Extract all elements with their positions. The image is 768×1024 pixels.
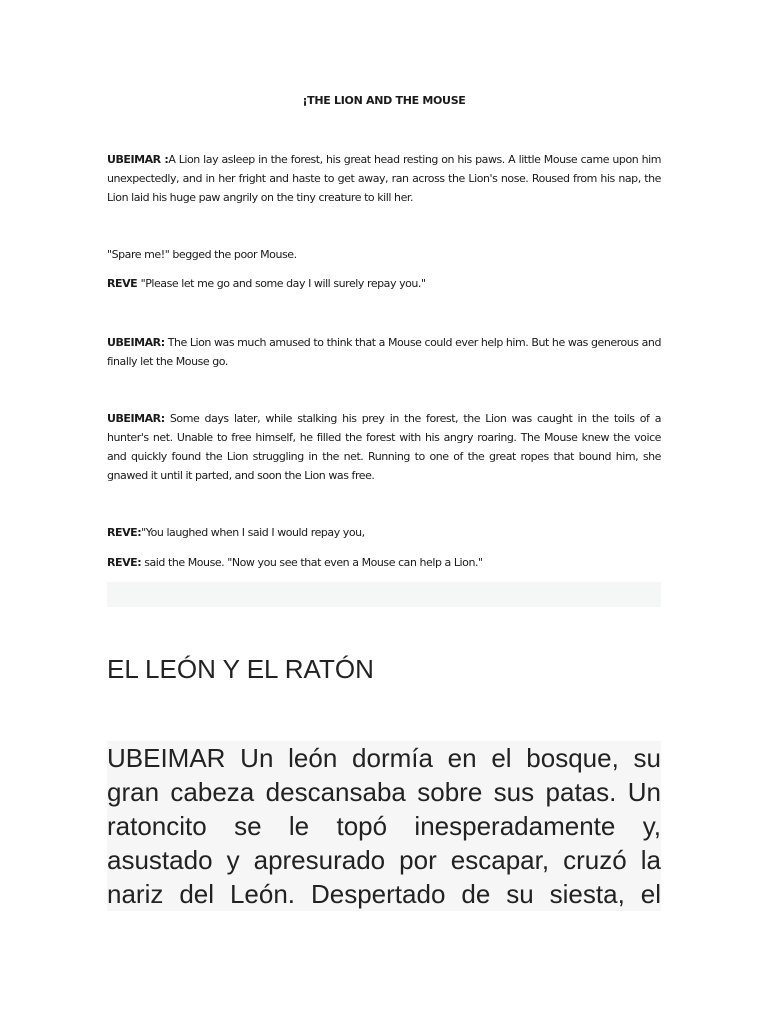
paragraph-text: The Lion was much amused to think that a Mouse could ever help him. But he was generous and finally let the Mouse go. (107, 336, 661, 368)
speaker-label: REVE: (107, 526, 142, 539)
speaker-label: UBEIMAR: (107, 336, 165, 349)
english-paragraph-2 (107, 245, 661, 264)
spanish-line: asustado y apresurado por escapar, cruzó la (107, 845, 661, 875)
english-title: ¡THE LION AND THE MOUSE (302, 94, 466, 107)
spanish-line: ratoncito se le topó inesperadamente y, (107, 811, 661, 841)
english-paragraph-4 (107, 333, 661, 371)
paragraph-text: said the Mouse. "Now you see that even a Mouse can help a Lion." (141, 556, 483, 569)
speaker-label: REVE: (107, 556, 142, 569)
paragraph-text: "Please let me go and some day I will surely repay you." (140, 277, 426, 290)
paragraph-text: Some days later, while stalking his prey in the forest, the Lion was caught in the toils of a hunter's net. Unable to free himself, he filled the forest with his angry roaring. The Mouse knew the voice and quickly found the Lion struggling in the net. Running to one of the great ropes that bound him, she gnawed it until it parted, and soon the Lion was free. (107, 412, 661, 482)
english-paragraph-7 (107, 553, 661, 572)
spanish-line: gran cabeza descansaba sobre sus patas. Un (107, 777, 661, 807)
spanish-line: UBEIMAR Un león dormía en el bosque, su (107, 743, 661, 773)
paragraph-text: A Lion lay asleep in the forest, his great head resting on his paws. A little Mouse came upon him unexpectedly, and in her fright and haste to get away, ran across the Lion's nose. Roused from his nap, the Lion laid his huge paw angrily on the tiny creature to kill her. (107, 153, 661, 204)
speaker-label: UBEIMAR : (107, 153, 169, 166)
spanish-body (107, 741, 661, 911)
shaded-divider (107, 582, 661, 607)
english-paragraph-3 (107, 274, 661, 293)
paragraph-text: "Spare me!" begged the poor Mouse. (107, 248, 297, 261)
spanish-line: nariz del León. Despertado de su siesta, el (107, 879, 661, 909)
spanish-title: EL LEÓN Y EL RATÓN (107, 654, 374, 684)
english-paragraph-5 (107, 409, 661, 485)
english-paragraph-1 (107, 150, 661, 207)
speaker-label: UBEIMAR: (107, 412, 165, 425)
speaker-label: REVE (107, 277, 141, 290)
paragraph-text: "You laughed when I said I would repay you, (141, 526, 365, 539)
english-paragraph-6 (107, 523, 661, 542)
